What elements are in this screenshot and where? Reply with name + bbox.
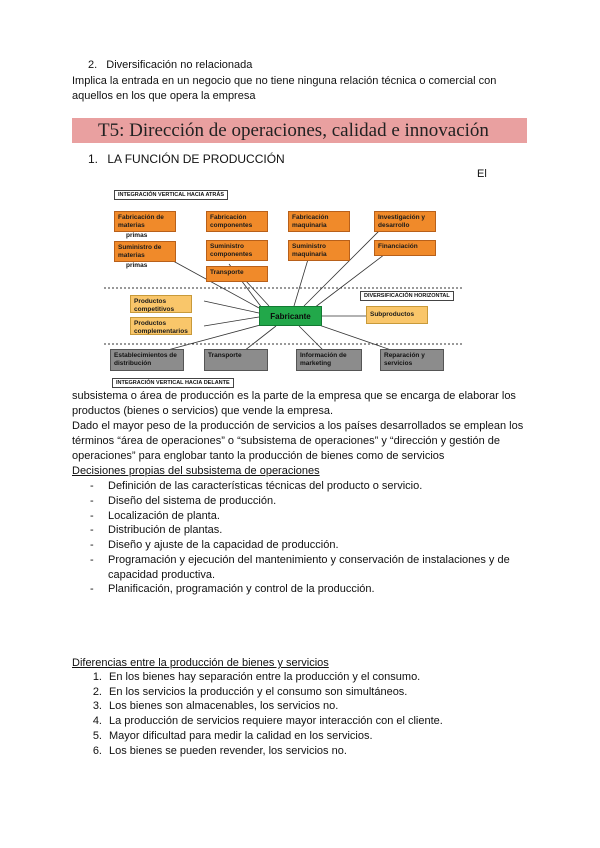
box-establecimientos-distribucion: Establecimientos de distribución bbox=[110, 349, 184, 371]
difference-text: Los bienes se pueden revender, los servicios no. bbox=[109, 745, 347, 757]
box-fabricacion-componentes: Fabricación componentes bbox=[206, 211, 268, 232]
bullet-dash: - bbox=[90, 554, 94, 566]
bullet-dash: - bbox=[90, 583, 94, 595]
difference-text: Mayor dificultad para medir la calidad en los servicios. bbox=[109, 730, 373, 742]
intro-desc-line1: Implica la entrada en un negocio que no tiene ninguna relación técnica o comercial con bbox=[72, 75, 497, 87]
box-subproductos: Subproductos bbox=[366, 306, 428, 324]
box-financiacion: Financiación bbox=[374, 240, 436, 256]
box-fabricacion-materias: Fabricación de materias bbox=[114, 211, 176, 232]
box-transporte-bottom: Transporte bbox=[204, 349, 268, 371]
header-horizontal-diversification: DIVERSIFICACIÓN HORIZONTAL bbox=[360, 291, 454, 301]
intro-item-title: Diversificación no relacionada bbox=[106, 59, 253, 71]
difference-item bbox=[82, 670, 420, 685]
paragraph-line4: términos “área de operaciones” o “subsistema de operaciones” y “dirección y gestión de bbox=[72, 435, 500, 447]
decision-text: Diseño y ajuste de la capacidad de producción. bbox=[108, 539, 339, 551]
box-productos-complementarios: Productos complementarios bbox=[130, 317, 192, 335]
header-vertical-forward: INTEGRACIÓN VERTICAL HACIA DELANTE bbox=[112, 378, 234, 388]
difference-item bbox=[82, 714, 443, 729]
item-number: 1. bbox=[92, 671, 102, 683]
item-number: 5. bbox=[92, 730, 102, 742]
bullet-dash: - bbox=[90, 524, 94, 536]
difference-text: La producción de servicios requiere mayor interacción con el cliente. bbox=[109, 715, 443, 727]
decision-text: Programación y ejecución del mantenimiento y conservación de instalaciones y de bbox=[108, 554, 510, 566]
difference-text: En los bienes hay separación entre la producción y el consumo. bbox=[109, 671, 421, 683]
decision-text: Planificación, programación y control de la producción. bbox=[108, 583, 375, 595]
section-title: LA FUNCIÓN DE PRODUCCIÓN bbox=[107, 152, 285, 166]
header-vertical-backward: INTEGRACIÓN VERTICAL HACIA ATRÁS bbox=[114, 190, 228, 200]
intro-item bbox=[88, 58, 252, 73]
difference-item bbox=[82, 744, 347, 759]
difference-text: Los bienes son almacenables, los servicios no. bbox=[109, 700, 339, 712]
box-investigacion-desarrollo: Investigación y desarrollo bbox=[374, 211, 436, 232]
paragraph-line1: subsistema o área de producción es la parte de la empresa que se encarga de elaborar los bbox=[72, 390, 516, 402]
production-diagram bbox=[104, 186, 464, 390]
chapter-title: T5: Dirección de operaciones, calidad e innovación bbox=[98, 120, 489, 141]
paragraph-line3: Dado el mayor peso de la producción de servicios a los países desarrollados se emplean los bbox=[72, 420, 524, 432]
box-fabricacion-maquinaria: Fabricación maquinaria bbox=[288, 211, 350, 232]
bullet-dash: - bbox=[90, 495, 94, 507]
bullet-dash: - bbox=[90, 480, 94, 492]
section-trailing-word: El bbox=[477, 168, 487, 180]
decisions-heading: Decisiones propias del subsistema de operaciones bbox=[72, 465, 320, 477]
box-productos-competitivos: Productos competitivos bbox=[130, 295, 192, 313]
decision-text: Definición de las características técnicas del producto o servicio. bbox=[108, 480, 423, 492]
paragraph-line2: productos (bienes o servicios) que vende la empresa. bbox=[72, 405, 334, 417]
box-reparacion-servicios: Reparación y servicios bbox=[380, 349, 444, 371]
label-primas-1: primas bbox=[126, 232, 148, 239]
difference-item bbox=[82, 685, 407, 700]
item-number: 3. bbox=[92, 700, 102, 712]
difference-item bbox=[82, 729, 373, 744]
box-suministro-materias: Suministro de materias bbox=[114, 241, 176, 262]
item-number: 4. bbox=[92, 715, 102, 727]
box-suministro-componentes: Suministro componentes bbox=[206, 240, 268, 261]
section-heading bbox=[88, 152, 285, 167]
difference-text: En los servicios la producción y el consumo son simultáneos. bbox=[109, 686, 408, 698]
difference-item bbox=[82, 699, 338, 714]
section-number: 1. bbox=[88, 152, 99, 166]
bullet-dash: - bbox=[90, 510, 94, 522]
box-suministro-maquinaria: Suministro maquinaria bbox=[288, 240, 350, 261]
box-transporte-top: Transporte bbox=[206, 266, 268, 282]
box-informacion-marketing: Información de marketing bbox=[296, 349, 362, 371]
intro-item-number: 2. bbox=[88, 59, 98, 71]
differences-heading: Diferencias entre la producción de bienes y servicios bbox=[72, 657, 329, 669]
label-primas-2: primas bbox=[126, 262, 148, 269]
intro-desc-line2: aquellos en los que opera la empresa bbox=[72, 90, 256, 102]
decision-text-continuation: capacidad productiva. bbox=[108, 569, 216, 581]
item-number: 6. bbox=[92, 745, 102, 757]
item-number: 2. bbox=[92, 686, 102, 698]
decision-text: Localización de planta. bbox=[108, 510, 220, 522]
bullet-dash: - bbox=[90, 539, 94, 551]
decision-text: Diseño del sistema de producción. bbox=[108, 495, 277, 507]
decision-text: Distribución de plantas. bbox=[108, 524, 223, 536]
paragraph-line5: operaciones” para englobar tanto la producción de bienes como de servicios bbox=[72, 450, 445, 462]
box-fabricante: Fabricante bbox=[259, 306, 322, 326]
